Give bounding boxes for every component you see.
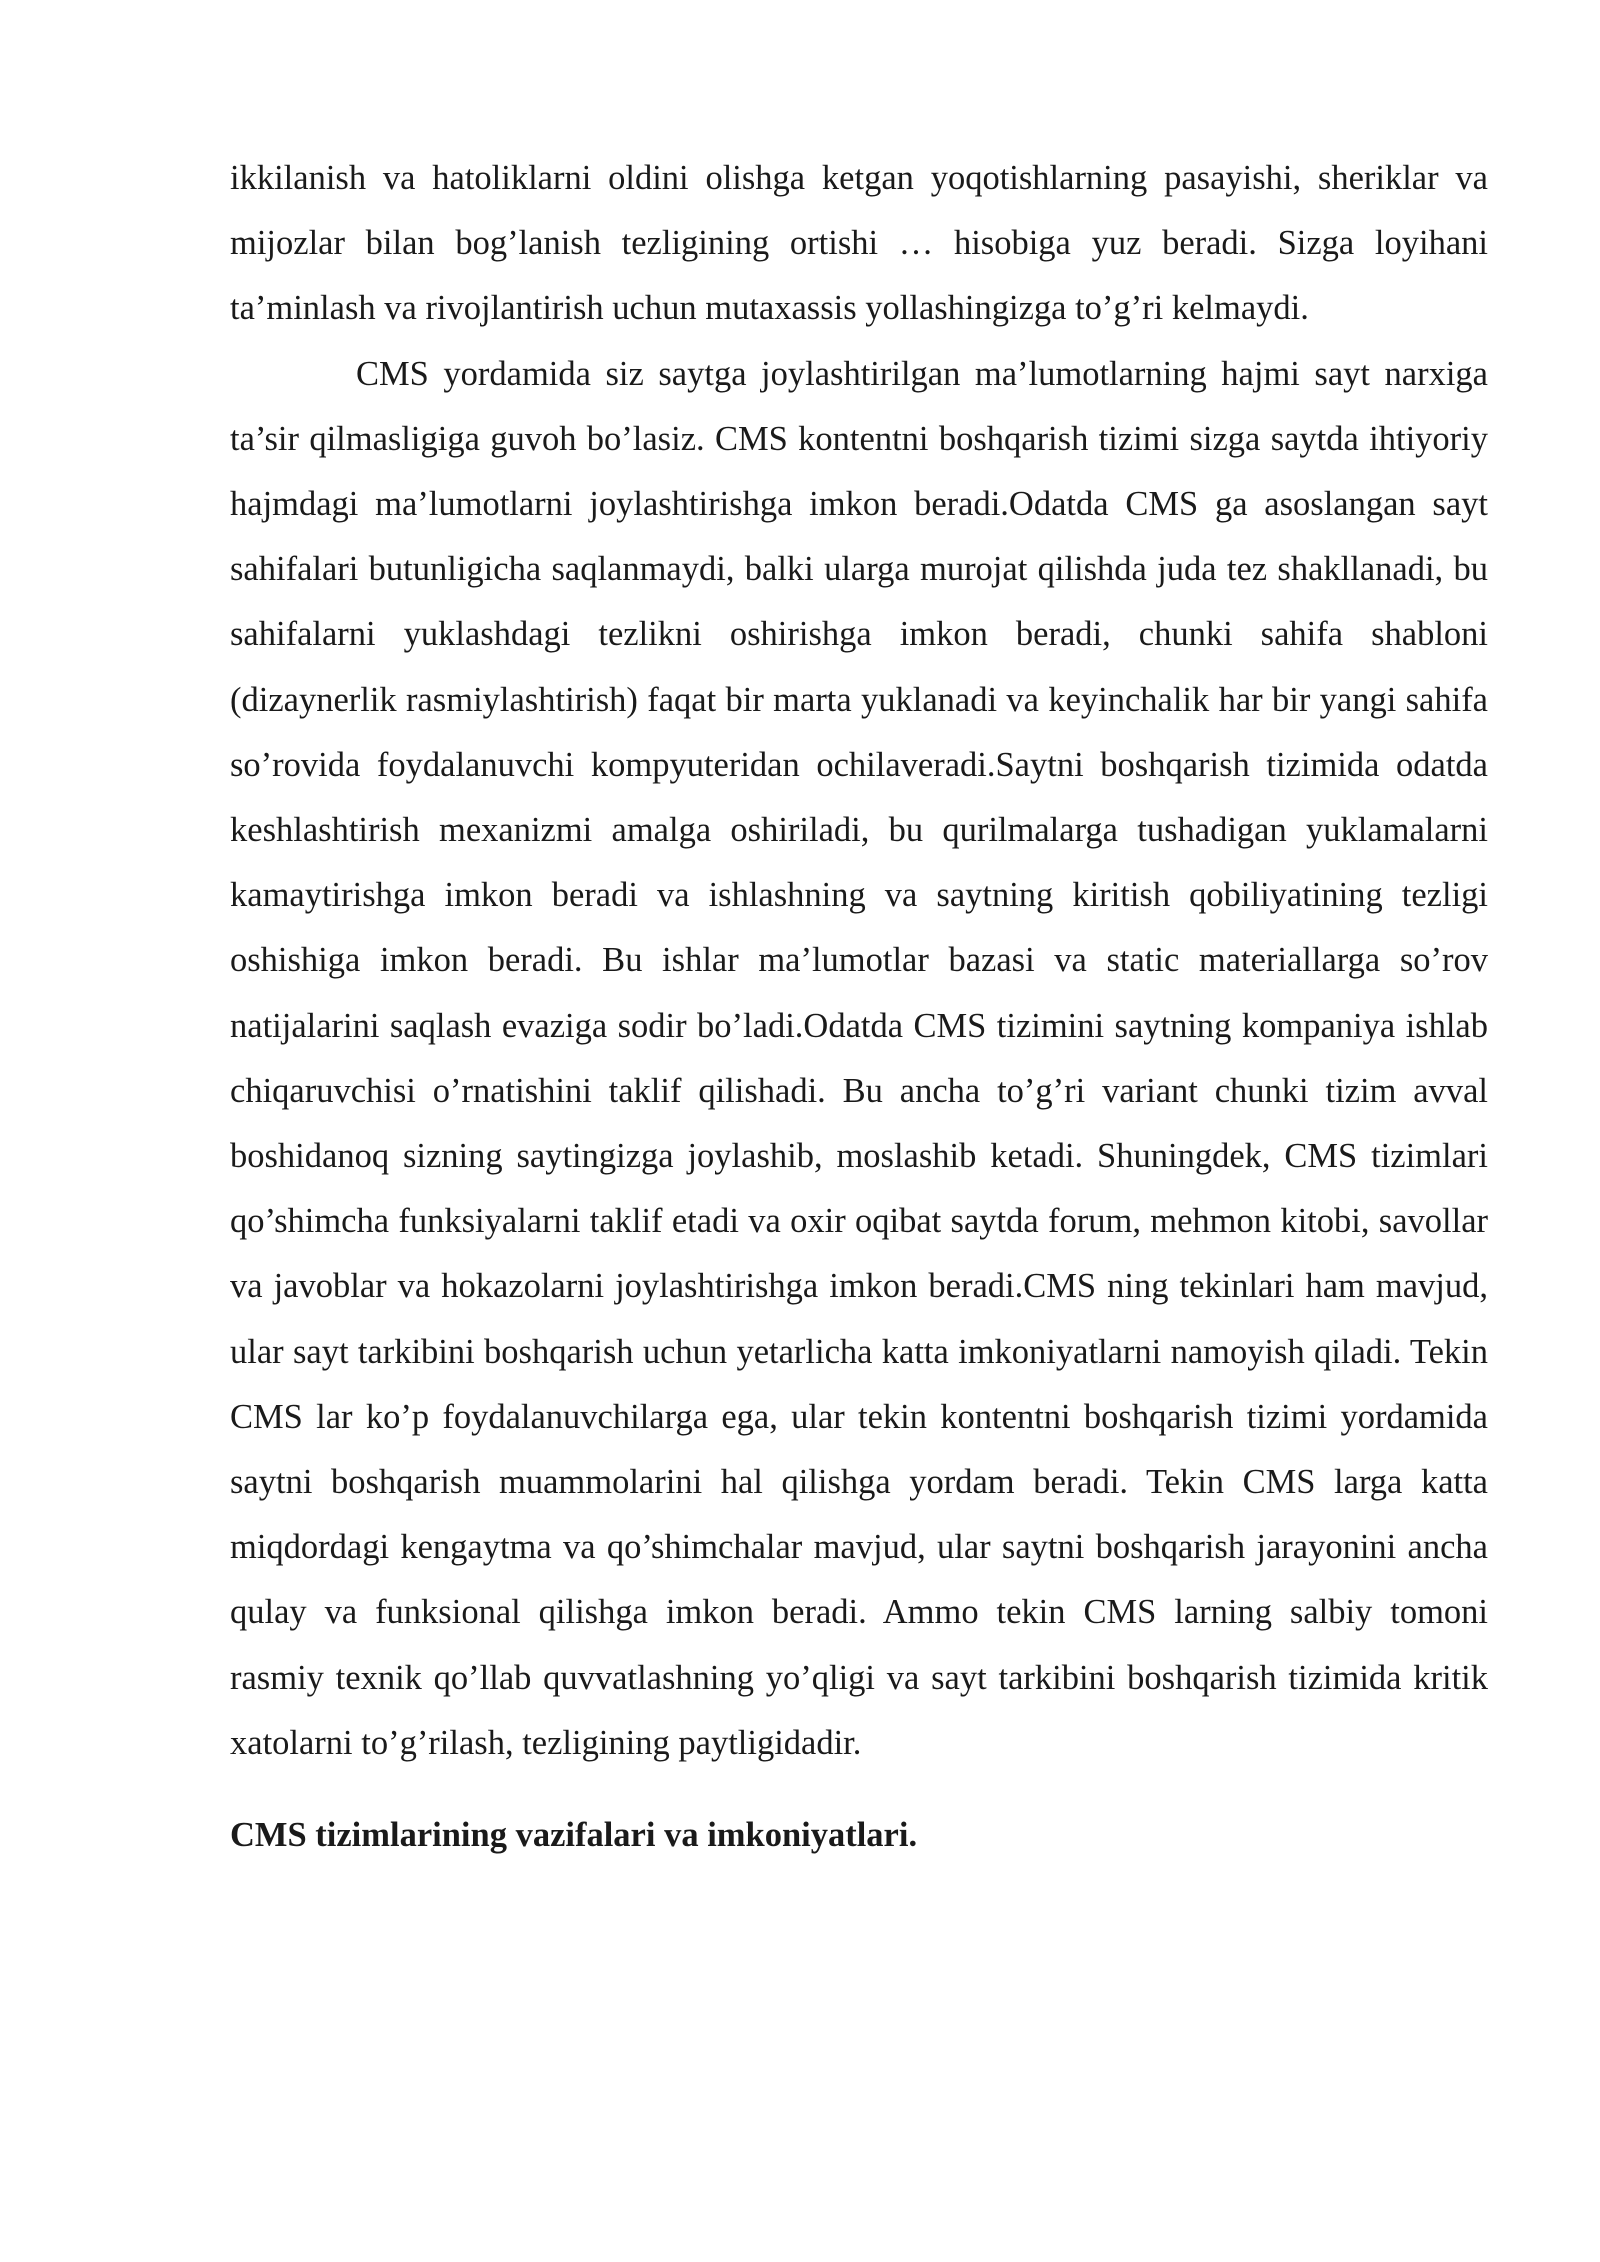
section-heading: CMS tizimlarining vazifalari va imkoniyatlari. [230,1816,918,1855]
document-body [230,146,1488,1868]
paragraph-cms-benefits: CMS yordamida siz saytga joylashtirilgan ma’lumotlarning hajmi sayt narxiga ta’sir qilmasligiga guvoh bo’lasiz. CMS kontentni boshqarish tizimi sizga saytda ihtiyoriy hajmdagi ma’lumotlarni joylashtirishga imkon beradi.Odatda CMS ga asoslangan sayt sahifalari butunligicha saqlanmaydi, balki ularga murojat qilishda juda tez shakllanadi, bu sahifalarni yuklashdagi tezlikni oshirishga imkon beradi, chunki sahifa shabloni (dizaynerlik rasmiylashtirish) faqat bir marta yuklanadi va keyinchalik har bir yangi sahifa so’rovida foydalanuvchi kompyuteridan ochilaveradi.Saytni boshqarish tizimida odatda keshlashtirish mexanizmi amalga oshiriladi, bu qurilmalarga tushadigan yuklamalarni kamaytirishga imkon beradi va ishlashning va saytning kiritish qobiliyatining tezligi oshishiga imkon beradi. Bu ishlar ma’lumotlar bazasi va static materiallarga so’rov natijalarini saqlash evaziga sodir bo’ladi.Odatda CMS tizimini saytning kompaniya ishlab chiqaruvchisi o’rnatishini taklif qilishadi. Bu ancha to’g’ri variant chunki tizim avval boshidanoq sizning saytingizga joylashib, moslashib ketadi. Shuningdek, CMS tizimlari qo’shimcha funksiyalarni taklif etadi va oxir oqibat saytda forum, mehmon kitobi, savollar va javoblar va hokazolarni joylashtirishga imkon beradi.CMS ning tekinlari ham mavjud, ular sayt tarkibini boshqarish uchun yetarlicha katta imkoniyatlarni namoyish qiladi. Tekin CMS lar ko’p foydalanuvchilarga ega, ular tekin kontentni boshqarish tizimi yordamida saytni boshqarish muammolarini hal qilishga yordam beradi. Tekin CMS larga katta miqdordagi kengaytma va qo’shimchalar mavjud, ular saytni boshqarish jarayonini ancha qulay va funksional qilishga imkon beradi. Ammo tekin CMS larning salbiy tomoni rasmiy texnik qo’llab quvvatlashning yo’qligi va sayt tarkibini boshqarish tizimida kritik xatolarni to’g’rilash, tezligining paytligidadir. [230,354,1488,1762]
paragraph-intro-continuation: ikkilanish va hatoliklarni oldini olishga ketgan yoqotishlarning pasayishi, sheriklar va mijozlar bilan bog’lanish tezligining ortishi … hisobiga yuz beradi. Sizga loyihani ta’minlash va rivojlantirish uchun mutaxassis yollashingizga to’g’ri kelmaydi. [230,159,1488,328]
